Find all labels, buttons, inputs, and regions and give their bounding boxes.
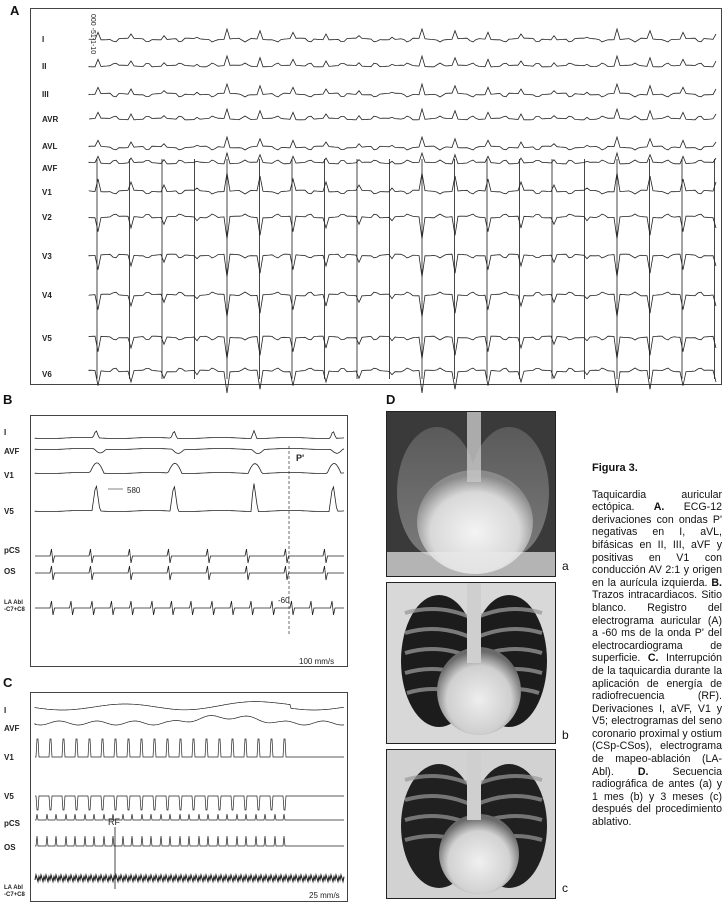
caption-section-marker: C. — [647, 652, 659, 665]
panel-a-ecg-frame — [30, 8, 722, 385]
panel-a-strip-annotation: 000 -51-1-10 — [89, 14, 96, 55]
panel-c-rf-label: RF — [108, 817, 120, 827]
panel-c-ablation-frame — [30, 692, 348, 902]
figure-caption-body — [592, 489, 722, 828]
chest-xray-c-letter: c — [562, 881, 568, 895]
caption-section-marker: A. — [653, 501, 665, 514]
ecg-lead-trace — [89, 292, 716, 317]
ecg-lead-trace — [89, 336, 716, 359]
lead-label: I — [4, 428, 7, 437]
caption-text: ECG-12 derivaciones con ondas P' negativas en I, aVL, bifásicas en II, III, aVF y positivas en V1 con conducción AV 2:1 y origen en la aurícula izquierda. — [592, 501, 722, 589]
panel-c-speed-label: 25 mm/s — [309, 891, 340, 900]
lead-label: II — [42, 62, 47, 71]
ecg-lead-trace — [89, 109, 716, 120]
ecg-lead-trace — [89, 368, 716, 393]
chest-xray-b-letter: b — [562, 728, 569, 742]
lead-label: V3 — [42, 252, 52, 261]
lead-label: AVR — [42, 115, 59, 124]
caption-text: Trazos intracardiacos. Sitio blanco. Registro del electrograma auricular (A) a -60 ms de la onda P' del electrocardiograma de superficie. — [592, 589, 722, 665]
ecg-lead-trace — [89, 137, 716, 150]
panel-b-timing-label: -60 — [278, 596, 290, 605]
ecg-lead-trace — [89, 84, 716, 97]
panel-b-p-wave-label: P' — [296, 453, 305, 463]
chest-xray-b — [386, 582, 556, 744]
lead-label: I — [4, 706, 7, 715]
figure-caption-title: Figura 3. — [592, 462, 638, 474]
chest-xray-a — [386, 411, 556, 577]
lead-label: pCS — [4, 819, 20, 828]
lead-label: III — [42, 90, 49, 99]
lead-label: V5 — [42, 334, 52, 343]
ecg-lead-trace — [89, 173, 716, 194]
caption-text: Taquicardia auricular ectópica. — [592, 488, 722, 514]
intracardiac-trace — [35, 601, 344, 615]
ecg-lead-trace — [89, 254, 716, 277]
chest-xray-b-image — [387, 583, 556, 744]
intracardiac-trace — [35, 566, 344, 580]
intracardiac-trace — [35, 484, 344, 512]
panel-b-speed-label: 100 mm/s — [299, 657, 335, 666]
panel-d-label: D — [386, 392, 396, 407]
lead-label: V1 — [4, 471, 14, 480]
chest-xray-c — [386, 749, 556, 899]
chest-xray-a-letter: a — [562, 559, 569, 573]
ecg-lead-trace — [89, 153, 716, 164]
figure-caption — [592, 462, 722, 829]
panel-b-intracardiac-frame — [30, 415, 348, 667]
lead-label: V5 — [4, 507, 14, 516]
chest-xray-c-image — [387, 750, 556, 899]
lead-label: V2 — [42, 213, 52, 222]
intracardiac-trace — [35, 431, 344, 439]
lead-label: V4 — [42, 291, 52, 300]
ablation-trace — [35, 796, 344, 810]
lead-label: I — [42, 35, 45, 44]
lead-label: LA Abl -C7+C8 — [4, 600, 25, 613]
lead-label: V5 — [4, 792, 14, 801]
lead-label: V1 — [42, 188, 52, 197]
ecg-lead-trace — [89, 214, 716, 239]
intracardiac-trace — [35, 549, 344, 563]
lead-label: LA Abl -C7+C8 — [4, 885, 25, 898]
ecg-lead-trace — [89, 56, 716, 67]
ablation-trace — [35, 739, 344, 757]
lead-label: AVF — [42, 164, 58, 173]
panel-b-interval-label: 580 — [127, 486, 141, 495]
lead-label: AVL — [42, 142, 58, 151]
panel-c-traces — [31, 693, 349, 903]
panel-a-ecg-traces — [31, 9, 723, 386]
chest-xray-a-image — [387, 412, 556, 577]
ablation-trace — [35, 836, 344, 846]
caption-text: Interrupción de la taquicardia durante la aplicación de energía de radiofrecuencia (RF). Derivaciones I, aVF, V1 y V5; electrogramas del seno coronario proximal y ostium (CSp-CSos), electrograma de mapeo-ablación (LA-Abl). — [592, 652, 722, 778]
lead-label: OS — [4, 567, 16, 576]
lead-label: AVF — [4, 447, 20, 456]
lead-label: V6 — [42, 370, 52, 379]
lead-label: OS — [4, 843, 16, 852]
ablation-trace — [35, 702, 344, 710]
lead-label: pCS — [4, 546, 20, 555]
panel-c-label: C — [3, 675, 13, 690]
ecg-lead-trace — [89, 29, 716, 42]
caption-section-marker: D. — [637, 765, 649, 778]
panel-a-label: A — [10, 3, 20, 18]
caption-section-marker: B. — [711, 576, 722, 589]
panel-b-label: B — [3, 392, 13, 407]
ablation-trace — [35, 716, 344, 725]
ablation-trace — [35, 814, 344, 820]
intracardiac-trace — [35, 463, 344, 474]
ablation-trace — [35, 875, 344, 881]
lead-label: AVF — [4, 724, 20, 733]
lead-label: V1 — [4, 753, 14, 762]
caption-text: Secuencia radiográfica de antes (a) y 1 mes (b) y 3 meses (c) después del procedimiento ablativo. — [592, 765, 722, 829]
